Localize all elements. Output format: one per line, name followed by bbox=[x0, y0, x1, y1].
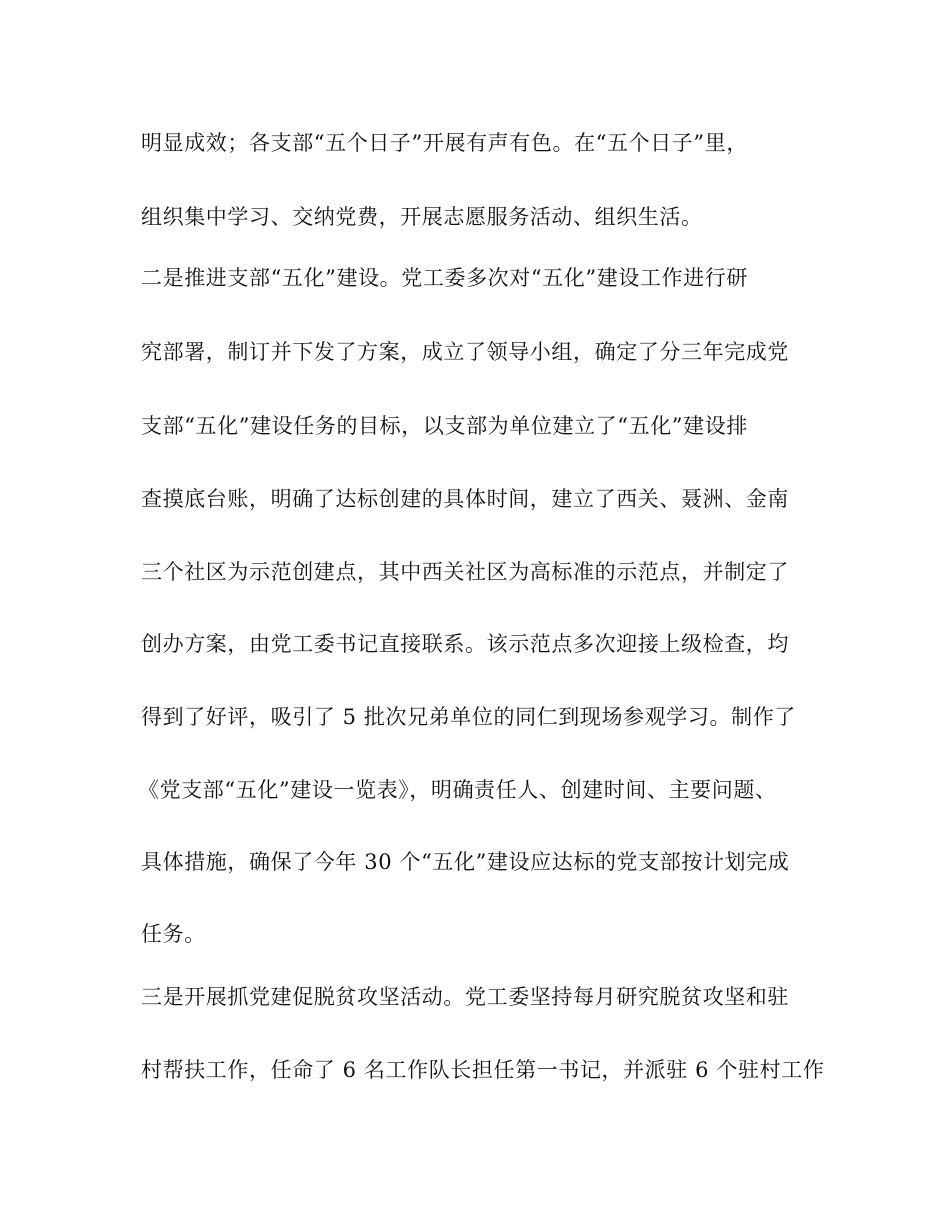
text-line: 三是开展抓党建促脱贫攻坚活动。党工委坚持每月研究脱贫攻坚和驻 bbox=[141, 985, 789, 1009]
text-line: 查摸底台账，明确了达标创建的具体时间，建立了西关、聂洲、金南 bbox=[141, 487, 789, 511]
text-line: 具体措施，确保了今年 30 个“五化”建设应达标的党支部按计划完成 bbox=[141, 850, 790, 874]
text-line: 三个社区为示范创建点，其中西关社区为高标准的示范点，并制定了 bbox=[141, 560, 789, 584]
text-line: 创办方案，由党工委书记直接联系。该示范点多次迎接上级检查，均 bbox=[141, 632, 789, 656]
text-line: 得到了好评，吸引了 5 批次兄弟单位的同仁到现场参观学习。制作了 bbox=[141, 705, 796, 729]
text-line: 二是推进支部“五化”建设。党工委多次对“五化”建设工作进行研 bbox=[141, 266, 748, 290]
text-line: 支部“五化”建设任务的目标，以支部为单位建立了“五化”建设排 bbox=[141, 414, 748, 438]
text-line: 组织集中学习、交纳党费，开展志愿服务活动、组织生活。 bbox=[141, 205, 703, 229]
text-line: 任务。 bbox=[141, 922, 206, 946]
text-line: 明显成效；各支部“五个日子”开展有声有色。在“五个日子”里， bbox=[141, 131, 748, 155]
text-line: 村帮扶工作，任命了 6 名工作队长担任第一书记，并派驻 6 个驻村工作 bbox=[141, 1058, 825, 1082]
text-line: 《党支部“五化”建设一览表》，明确责任人、创建时间、主要问题、 bbox=[138, 778, 777, 802]
text-line: 究部署，制订并下发了方案，成立了领导小组，确定了分三年完成党 bbox=[141, 340, 789, 364]
